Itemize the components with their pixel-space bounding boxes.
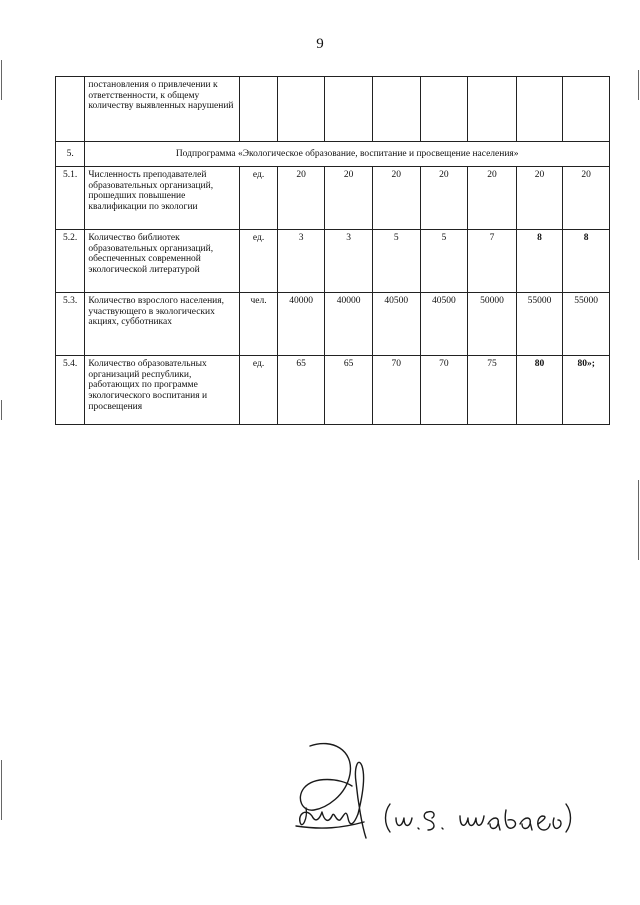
cell-value: [516, 77, 563, 142]
value-cell: 8: [563, 230, 610, 293]
unit-cell: ед.: [240, 167, 277, 230]
value-cell: 20: [563, 167, 610, 230]
cell-unit: [240, 77, 277, 142]
scan-edge-mark: [1, 60, 2, 100]
value-cell: 65: [277, 356, 325, 425]
value-cell: 7: [468, 230, 517, 293]
cell-value: [468, 77, 517, 142]
value-cell: 20: [277, 167, 325, 230]
indicator-name: Количество библиотек образовательных организаций, обеспеченных современной экологической литературой: [85, 230, 240, 293]
row-number: 5.3.: [56, 293, 85, 356]
cell-value: [563, 77, 610, 142]
value-cell: 3: [325, 230, 373, 293]
unit-cell: чел.: [240, 293, 277, 356]
value-cell: 40500: [420, 293, 468, 356]
cell-value: [372, 77, 420, 142]
value-cell: 70: [420, 356, 468, 425]
value-cell: 3: [277, 230, 325, 293]
section-title: Подпрограмма «Экологическое образование, воспитание и просвещение населения»: [85, 142, 610, 167]
value-cell: 55000: [516, 293, 563, 356]
table-row: [56, 230, 610, 293]
scan-edge-mark: [1, 400, 2, 420]
section-number: 5.: [56, 142, 85, 167]
cell-number: [56, 77, 85, 142]
table-row: [56, 356, 610, 425]
value-cell: 20: [325, 167, 373, 230]
value-cell: 20: [372, 167, 420, 230]
indicator-name: Численность преподавателей образовательных организаций, прошедших повышение квалификации по экологии: [85, 167, 240, 230]
cell-value: [277, 77, 325, 142]
table-row-continuation: [56, 77, 610, 142]
unit-cell: ед.: [240, 230, 277, 293]
value-cell: 20: [420, 167, 468, 230]
value-cell: 70: [372, 356, 420, 425]
value-cell: 40500: [372, 293, 420, 356]
value-cell: 55000: [563, 293, 610, 356]
indicator-name: Количество взрослого населения, участвующего в экологических акциях, субботниках: [85, 293, 240, 356]
handwritten-signature: [292, 738, 592, 848]
value-cell: 75: [468, 356, 517, 425]
row-number: 5.4.: [56, 356, 85, 425]
table-row: [56, 293, 610, 356]
row-number: 5.1.: [56, 167, 85, 230]
cell-value: [325, 77, 373, 142]
indicators-table: [55, 76, 610, 425]
scan-edge-mark: [1, 760, 2, 820]
value-cell: 20: [516, 167, 563, 230]
value-cell: 20: [468, 167, 517, 230]
indicator-name: Количество образовательных организаций республики, работающих по программе экологического воспитания и просвещения: [85, 356, 240, 425]
value-cell: 40000: [277, 293, 325, 356]
value-cell: 80: [516, 356, 563, 425]
scan-edge-mark: [638, 70, 639, 100]
cell-indicator-name: постановления о привлечении к ответственности, к общему количеству выявленных нарушений: [85, 77, 240, 142]
value-cell: 5: [420, 230, 468, 293]
value-cell: 40000: [325, 293, 373, 356]
value-cell: 65: [325, 356, 373, 425]
scan-edge-mark: [638, 480, 639, 560]
cell-value: [420, 77, 468, 142]
value-cell: 50000: [468, 293, 517, 356]
table-row: [56, 167, 610, 230]
value-cell: 80»;: [563, 356, 610, 425]
value-cell: 5: [372, 230, 420, 293]
table-row-section: [56, 142, 610, 167]
value-cell: 8: [516, 230, 563, 293]
page-number: 9: [316, 36, 324, 52]
unit-cell: ед.: [240, 356, 277, 425]
row-number: 5.2.: [56, 230, 85, 293]
